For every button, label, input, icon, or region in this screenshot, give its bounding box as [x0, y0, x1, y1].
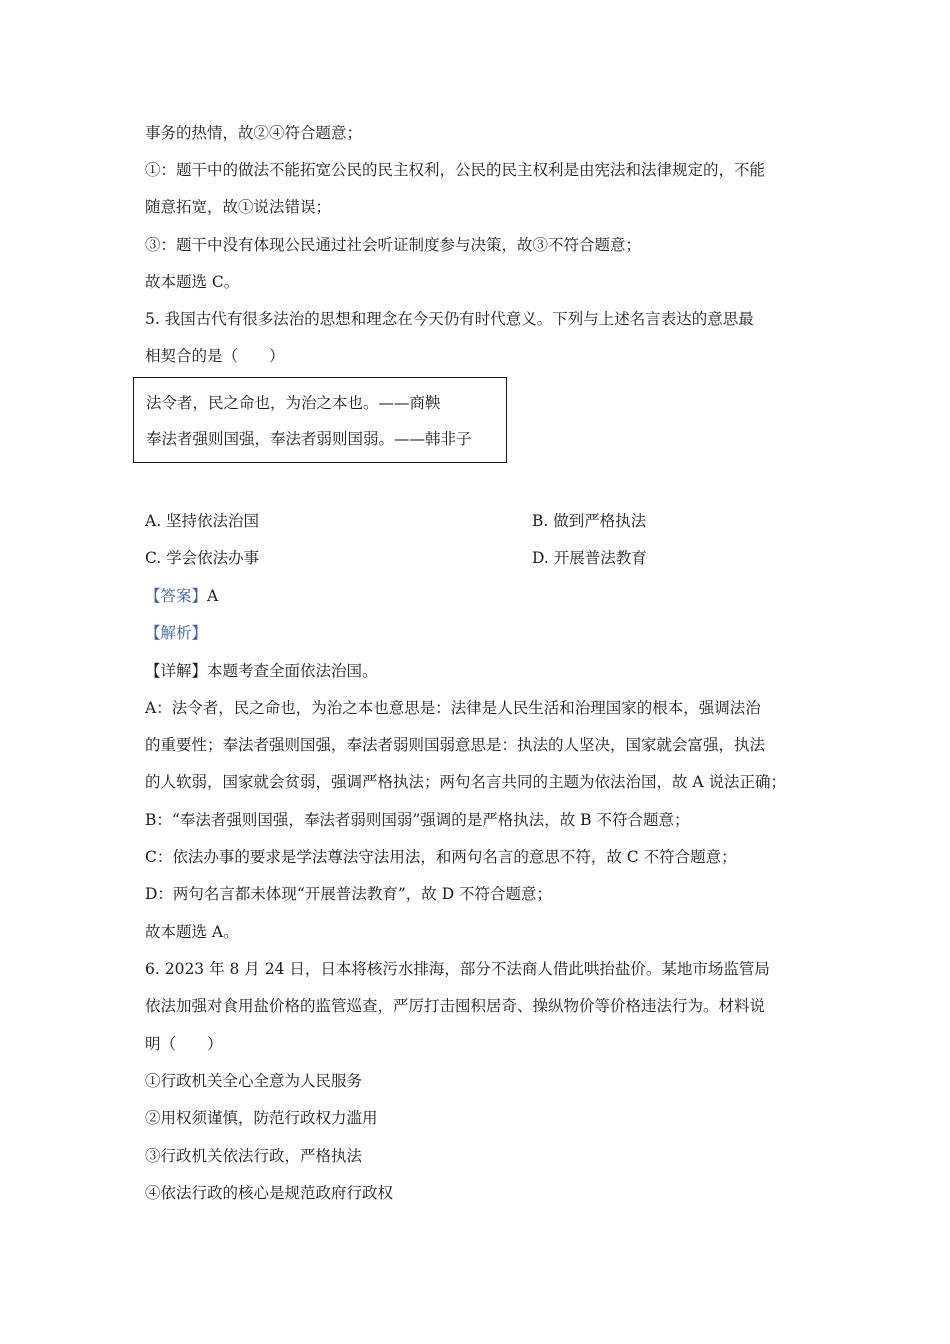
q5-explain-line-1: A：法令者，民之命也，为治之本也意思是：法律是人民生活和治理国家的根本，强调法治 [145, 699, 761, 717]
q5-analysis-row [145, 623, 207, 643]
q6-item-4: ④依法行政的核心是规范政府行政权 [145, 1184, 394, 1202]
prev-line-5: 故本题选 C。 [145, 273, 240, 291]
q5-explain-line-3: 的人软弱，国家就会贫弱，强调严格执法；两句名言共同的主题为依法治国，故 A 说法正确； [145, 773, 787, 791]
q6-item-3: ③行政机关依法行政，严格执法 [145, 1147, 363, 1165]
q5-option-b: B. 做到严格执法 [532, 512, 647, 530]
q5-option-c: C. 学会依法办事 [145, 549, 260, 567]
q6-stem-line-1: 6. 2023 年 8 月 24 日，日本将核污水排海，部分不法商人借此哄抬盐价。某地市场监管局 [145, 960, 770, 978]
q5-detail-row [145, 661, 378, 681]
q5-explain-line-7: 故本题选 A。 [145, 923, 239, 941]
q5-quote-1: 法令者，民之命也，为治之本也。——商鞅 [146, 394, 441, 412]
answer-tag: 【答案】 [145, 587, 208, 605]
q5-answer-row [145, 586, 218, 606]
q6-stem-line-2: 依法加强对食用盐价格的监管巡查，严厉打击囤积居奇、操纵物价等价格违法行为。材料说 [145, 997, 766, 1015]
prev-line-3: 随意拓宽，故①说法错误； [145, 198, 332, 216]
detail-tag: 【详解】 [145, 662, 208, 680]
prev-line-2: ①：题干中的做法不能拓宽公民的民主权利，公民的民主权利是由宪法和法律规定的，不能 [145, 161, 766, 179]
q6-item-2: ②用权须谨慎，防范行政权力滥用 [145, 1109, 378, 1127]
detail-text: 本题考查全面依法治国。 [207, 662, 378, 680]
q5-explain-line-5: C：依法办事的要求是学法尊法守法用法，和两句名言的意思不符，故 C 不符合题意； [145, 848, 737, 866]
prev-line-4: ③：题干中没有体现公民通过社会听证制度参与决策，故③不符合题意； [145, 236, 642, 254]
q5-option-a: A. 坚持依法治国 [145, 512, 260, 530]
q5-quote-2: 奉法者强则国强，奉法者弱则国弱。——韩非子 [146, 430, 472, 448]
q5-explain-line-2: 的重要性；奉法者强则国强，奉法者弱则国弱意思是：执法的人坚决，国家就会富强，执法 [145, 736, 766, 754]
q5-explain-line-6: D：两句名言都未体现“开展普法教育”，故 D 不符合题意； [145, 885, 553, 903]
q5-stem-line-2: 相契合的是（ ） [145, 347, 285, 365]
q5-explain-line-4: B：“奉法者强则国强，奉法者弱则国弱”强调的是严格执法，故 B 不符合题意； [145, 811, 690, 829]
q5-stem-line-1: 5. 我国古代有很多法治的思想和理念在今天仍有时代意义。下列与上述名言表达的意思最 [145, 310, 754, 328]
answer-value: A [207, 587, 219, 605]
q6-stem-line-3: 明（ ） [145, 1035, 223, 1053]
q6-item-1: ①行政机关全心全意为人民服务 [145, 1072, 363, 1090]
q5-quote-box [133, 377, 507, 463]
analysis-tag: 【解析】 [145, 624, 208, 642]
prev-line-1: 事务的热情，故②④符合题意； [145, 124, 363, 142]
q5-option-d: D. 开展普法教育 [532, 549, 647, 567]
